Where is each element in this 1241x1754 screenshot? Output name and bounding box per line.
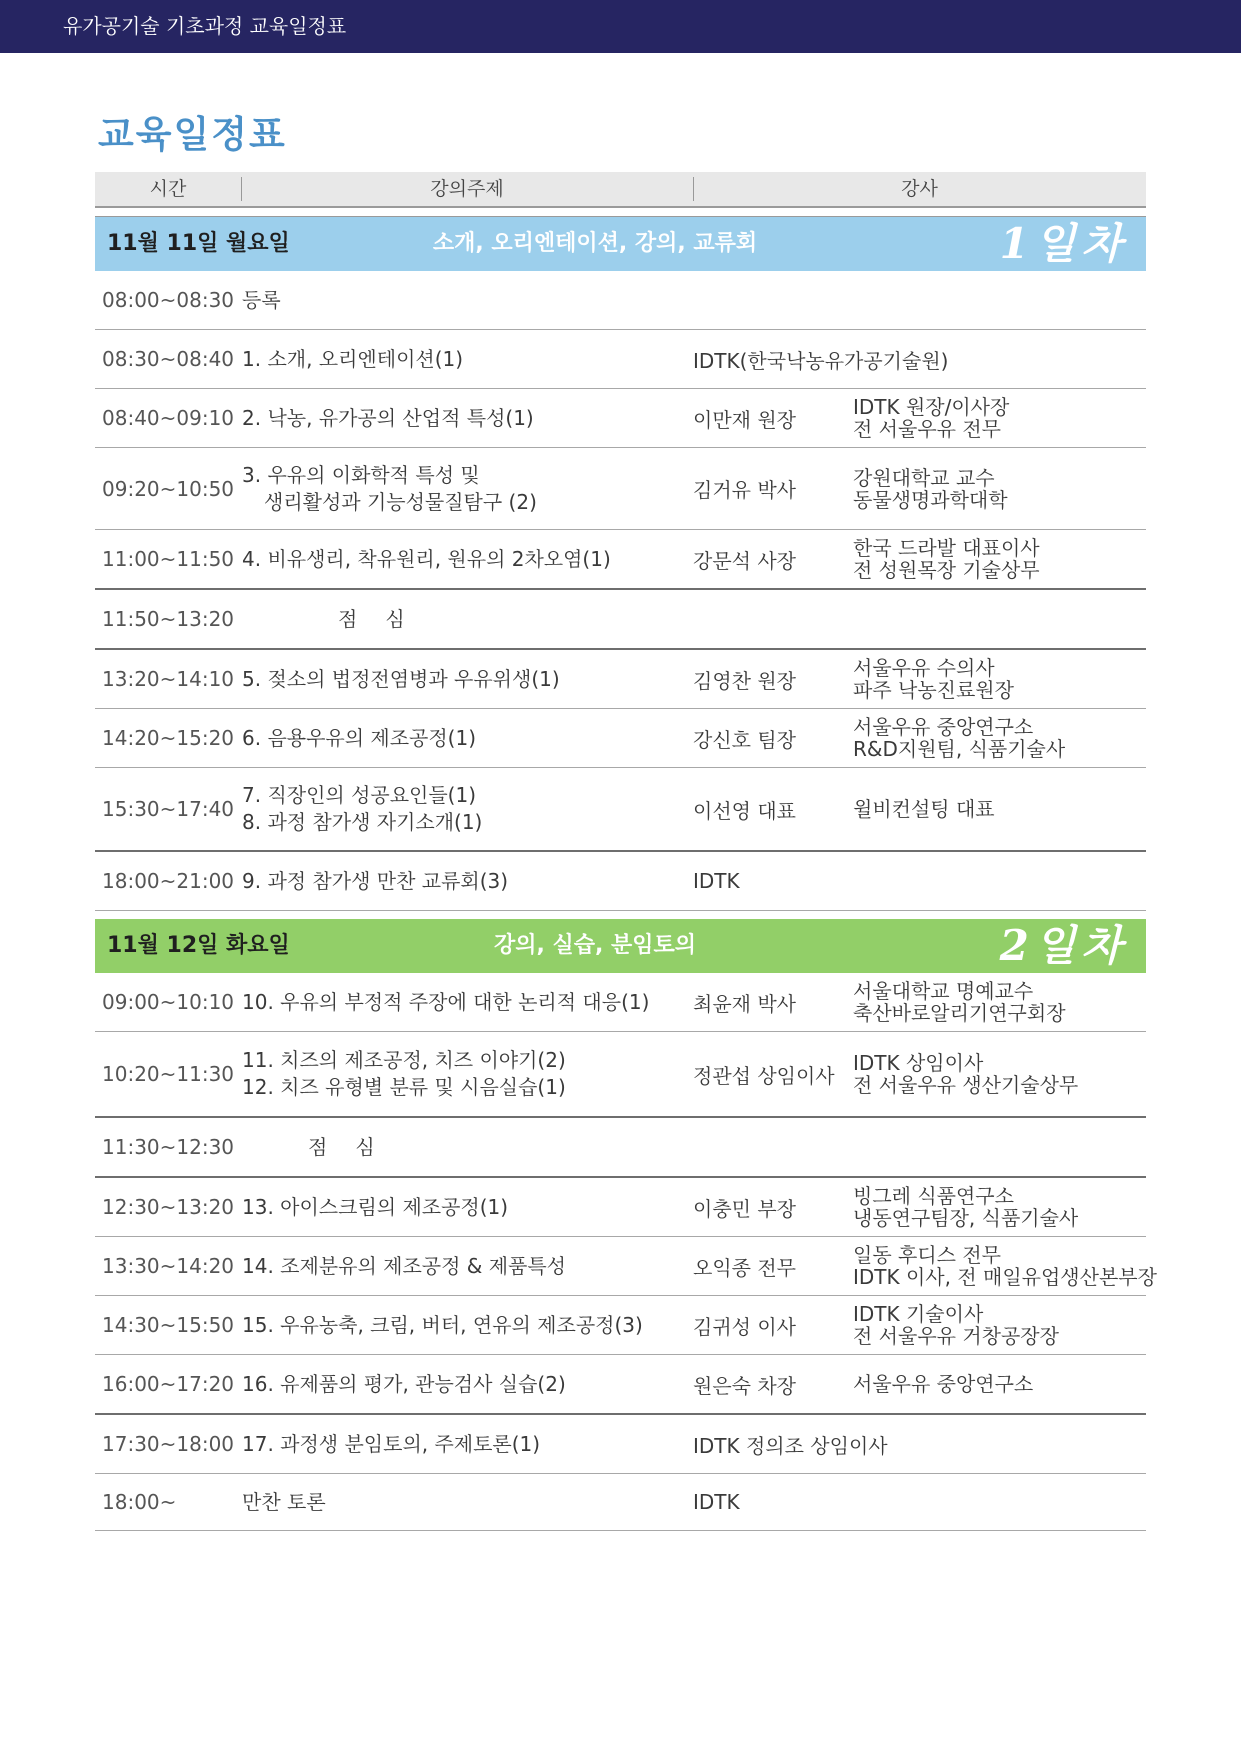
affiliation-line: 전 서울우유 전무 — [853, 417, 1001, 441]
instructor-name — [693, 1118, 853, 1176]
topic-line: 8. 과정 참가생 자기소개(1) — [242, 810, 483, 834]
affiliation-line: 서울우유 수의사 — [853, 656, 995, 680]
document-header-title: 유가공기술 기초과정 교육일정표 — [63, 14, 347, 38]
instructor-name: 이충민 부장 — [693, 1196, 796, 1221]
instructor-name: 김귀성 이사 — [693, 1314, 796, 1339]
schedule-row — [95, 530, 1146, 590]
page-title: 교육일정표 — [98, 113, 287, 156]
instructor-name: IDTK(한국낙농유가공기술원) — [693, 348, 949, 373]
instructor-name: IDTK 정의조 상임이사 — [693, 1433, 888, 1458]
instructor-affiliation — [853, 1474, 1153, 1530]
session-topic — [242, 650, 682, 708]
instructor-affiliation — [853, 448, 1153, 529]
instructor-affiliation — [853, 1237, 1157, 1295]
schedule-row — [95, 1296, 1146, 1355]
schedule-table — [95, 172, 1157, 1531]
session-time: 13:20~14:10 — [102, 667, 235, 691]
topic-line: 14. 조제분유의 제조공정 & 제품특성 — [242, 1253, 566, 1278]
instructor-name — [693, 271, 853, 329]
header-gap — [95, 208, 1146, 217]
instructor-name: 이선영 대표 — [693, 798, 796, 823]
day-label: 1일차 — [999, 219, 1128, 268]
table-header — [95, 172, 1146, 208]
topic-line: 생리활성과 기능성물질탐구 (2) — [264, 489, 537, 514]
day1-section — [95, 217, 1146, 911]
schedule-row — [95, 650, 1146, 709]
instructor-name: IDTK — [693, 869, 740, 893]
session-time: 08:00~08:30 — [102, 288, 235, 312]
topic-line: 4. 비유생리, 착유원리, 원유의 2차오염(1) — [242, 546, 611, 571]
session-topic — [242, 1415, 682, 1473]
schedule-row — [95, 1237, 1157, 1296]
affiliation-line: 전 성원목장 기술상무 — [853, 558, 1040, 582]
session-time: 11:30~12:30 — [102, 1135, 235, 1159]
day-label: 2일차 — [999, 921, 1128, 970]
topic-line: 5. 젖소의 법정전염병과 우유위생(1) — [242, 666, 560, 691]
topic-line: 2. 낙농, 유가공의 산업적 특성(1) — [242, 405, 534, 430]
session-time: 18:00~ — [102, 1490, 177, 1514]
instructor-affiliation — [853, 1032, 1153, 1116]
instructor-affiliation — [853, 1355, 1153, 1413]
affiliation-line: R&D지원팀, 식품기술사 — [853, 737, 1066, 761]
schedule-row — [95, 1415, 1146, 1474]
affiliation-line: 파주 낙농진료원장 — [853, 678, 1014, 702]
instructor-name: IDTK — [693, 1490, 740, 1514]
column-header-time: 시간 — [149, 178, 187, 200]
session-time: 13:30~14:20 — [102, 1254, 235, 1278]
instructor-name: 원은숙 차장 — [693, 1373, 796, 1398]
topic-line: 11. 치즈의 제조공정, 치즈 이야기(2) — [242, 1048, 566, 1072]
affiliation-line: IDTK 원장/이사장 — [853, 395, 1010, 419]
topic-line: 6. 음용우유의 제조공정(1) — [242, 725, 477, 750]
instructor-affiliation — [853, 530, 1153, 588]
session-time: 14:20~15:20 — [102, 726, 235, 750]
affiliation-line: 전 서울우유 생산기술상무 — [853, 1073, 1079, 1097]
affiliation-line: 강원대학교 교수 — [853, 465, 995, 490]
affiliation-line: 축산바로알리기연구회장 — [853, 1001, 1066, 1025]
schedule-row — [95, 1178, 1146, 1237]
session-topic — [242, 448, 682, 529]
affiliation-line: 한국 드라발 대표이사 — [853, 536, 1040, 560]
schedule-row — [95, 709, 1146, 768]
topic-line: 7. 직장인의 성공요인들(1) — [242, 783, 477, 807]
instructor-name: 이만재 원장 — [693, 407, 796, 432]
day-theme: 강의, 실습, 분임토의 — [493, 933, 697, 958]
session-topic — [242, 768, 682, 850]
affiliation-line: IDTK 상임이사 — [853, 1051, 984, 1075]
session-time: 11:50~13:20 — [102, 607, 235, 631]
affiliation-line: 서울대학교 명예교수 — [853, 979, 1034, 1003]
topic-line: 점심 — [338, 606, 433, 631]
session-topic — [242, 1237, 682, 1295]
instructor-affiliation — [853, 852, 1153, 910]
session-topic — [242, 530, 682, 588]
instructor-affiliation — [853, 709, 1153, 767]
affiliation-line: 전 서울우유 거창공장장 — [853, 1324, 1059, 1348]
schedule-row — [95, 330, 1146, 389]
topic-line: 9. 과정 참가생 만찬 교류회(3) — [242, 868, 509, 893]
instructor-affiliation — [853, 590, 1153, 648]
session-topic — [242, 852, 682, 910]
affiliation-line: 윌비컨설팅 대표 — [853, 797, 995, 821]
instructor-name: 정관섭 상임이사 — [693, 1063, 835, 1088]
column-header-instructor: 강사 — [901, 178, 938, 200]
session-topic — [242, 1118, 748, 1176]
affiliation-line: 냉동연구팀장, 식품기술사 — [853, 1206, 1079, 1230]
instructor-affiliation — [853, 1178, 1153, 1236]
session-time: 15:30~17:40 — [102, 797, 235, 821]
instructor-name: 오익종 전무 — [693, 1255, 796, 1280]
schedule-row — [95, 389, 1146, 448]
topic-line: 1. 소개, 오리엔테이션(1) — [242, 346, 464, 371]
instructor-name: 김거유 박사 — [693, 478, 796, 502]
schedule-row — [95, 448, 1146, 530]
topic-line: 13. 아이스크림의 제조공정(1) — [242, 1194, 509, 1219]
schedule-row — [95, 852, 1146, 911]
topic-line: 10. 우유의 부정적 주장에 대한 논리적 대응(1) — [242, 989, 650, 1014]
session-time: 12:30~13:20 — [102, 1195, 235, 1219]
topic-line: 15. 우유농축, 크림, 버터, 연유의 제조공정(3) — [242, 1312, 643, 1337]
affiliation-line: 일동 후디스 전무 — [853, 1243, 1001, 1267]
day1-band — [95, 217, 1146, 271]
schedule-row — [95, 1355, 1146, 1415]
schedule-row — [95, 768, 1146, 852]
schedule-row — [95, 973, 1146, 1032]
day2-section — [95, 919, 1157, 1531]
session-time: 10:20~11:30 — [102, 1062, 235, 1086]
instructor-name: 강신호 팀장 — [693, 727, 796, 752]
session-time: 16:00~17:20 — [102, 1372, 235, 1396]
instructor-affiliation — [853, 1296, 1153, 1354]
session-topic — [242, 1178, 682, 1236]
day-theme: 소개, 오리엔테이션, 강의, 교류회 — [432, 231, 758, 256]
instructor-name: 김영찬 원장 — [693, 668, 796, 693]
session-topic — [242, 1474, 682, 1530]
schedule-row — [95, 1118, 1146, 1178]
affiliation-line: IDTK 기술이사 — [853, 1302, 984, 1326]
instructor-affiliation — [853, 1415, 1153, 1473]
session-topic — [242, 973, 682, 1031]
schedule-row — [95, 271, 1146, 330]
instructor-name: 강문석 사장 — [693, 548, 796, 573]
instructor-name — [693, 590, 853, 648]
instructor-affiliation — [853, 389, 1153, 447]
topic-line: 16. 유제품의 평가, 관능검사 실습(2) — [242, 1371, 566, 1396]
topic-line: 등록 — [242, 287, 281, 312]
affiliation-line: 서울우유 중앙연구소 — [853, 1372, 1034, 1396]
instructor-affiliation — [853, 1118, 1153, 1176]
session-time: 08:30~08:40 — [102, 347, 235, 371]
topic-line: 12. 치즈 유형별 분류 및 시음실습(1) — [242, 1075, 566, 1099]
session-time: 18:00~21:00 — [102, 869, 235, 893]
top-banner — [0, 0, 1241, 53]
session-topic — [242, 330, 682, 388]
session-topic — [242, 1296, 682, 1354]
instructor-affiliation — [853, 650, 1153, 708]
session-topic — [242, 709, 682, 767]
session-topic — [242, 1032, 682, 1116]
affiliation-line: 빙그레 식품연구소 — [853, 1184, 1014, 1208]
topic-line: 3. 우유의 이화학적 특성 및 — [242, 462, 480, 487]
session-topic — [242, 389, 682, 447]
session-time: 09:00~10:10 — [102, 990, 235, 1014]
affiliation-line: IDTK 이사, 전 매일유업생산본부장 — [853, 1265, 1157, 1289]
schedule-row — [95, 590, 1146, 650]
schedule-row — [95, 1474, 1146, 1531]
instructor-affiliation — [853, 768, 1153, 850]
instructor-affiliation — [853, 973, 1153, 1031]
session-time: 08:40~09:10 — [102, 406, 235, 430]
topic-line: 점심 — [308, 1134, 403, 1159]
session-time: 17:30~18:00 — [102, 1432, 235, 1456]
day2-band — [95, 919, 1146, 973]
affiliation-line: 동물생명과학대학 — [853, 487, 1008, 512]
topic-line: 17. 과정생 분임토의, 주제토론(1) — [242, 1431, 541, 1456]
column-header-topic: 강의주제 — [430, 178, 504, 200]
day-date: 11월 12일 화요일 — [107, 933, 290, 958]
session-time: 09:20~10:50 — [102, 476, 235, 501]
session-time: 11:00~11:50 — [102, 547, 235, 571]
session-time: 14:30~15:50 — [102, 1313, 235, 1337]
schedule-row — [95, 1032, 1146, 1118]
instructor-name: 최윤재 박사 — [693, 991, 796, 1016]
affiliation-line: 서울우유 중앙연구소 — [853, 715, 1034, 739]
day-date: 11월 11일 월요일 — [107, 231, 290, 256]
topic-line: 만찬 토론 — [242, 1489, 326, 1514]
session-topic — [242, 271, 682, 329]
instructor-affiliation — [853, 330, 1153, 388]
instructor-affiliation — [853, 271, 1153, 329]
session-topic — [242, 1355, 682, 1413]
